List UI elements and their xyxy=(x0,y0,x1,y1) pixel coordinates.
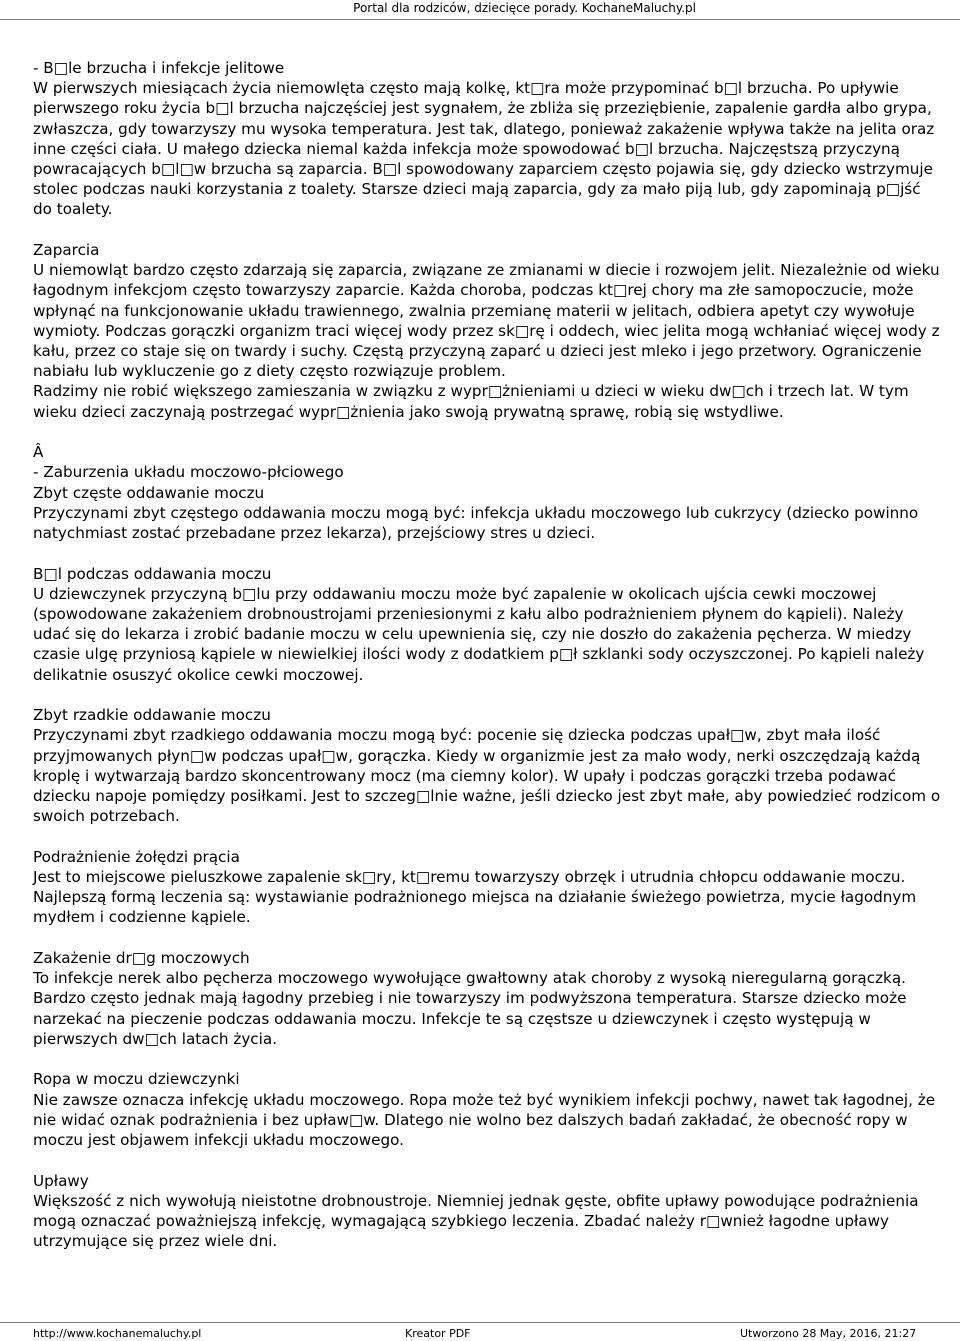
subsection-heading: Zbyt rzadkie oddawanie moczu xyxy=(33,706,271,725)
section-bole-brzucha xyxy=(33,58,943,220)
header-title: Portal dla rodziców, dziecięce porady. KochaneMaluchy.pl xyxy=(353,1,696,15)
paragraph: Nie zawsze oznacza infekcję układu moczowego. Ropa może też być wynikiem infekcji pochwy, nawet tak łagodnej, że nie widać oznak podrażnienia i bez upław□w. Dlatego nie wolno bez dalszych badań zakładać, że obecność ropy w moczu jest objawem infekcji układu moczowego. xyxy=(33,1090,940,1150)
paragraph: Przyczynami zbyt rzadkiego oddawania moczu mogą być: pocenie się dziecka podczas upał□w, zbyt mała ilość przyjmowanych płyn□w podczas upał□w, gorączka. Kiedy w organizmie jest za mało wody, nerki oszczędzają każdą kroplę i wytwarzają bardzo skoncentrowany mocz (ma ciemny kolor). W upały i podczas gorączki trzeba podawać dziecku napoje pomiędzy posiłkami. Jest to szczeg□lnie ważne, jeśli dziecko jest zbyt małe, aby powiedzieć rodzicom o swoich potrzebach. xyxy=(33,726,946,826)
footer-divider xyxy=(0,1322,960,1323)
article-body xyxy=(33,58,946,1251)
section-podraznienie xyxy=(33,847,943,928)
section-ropa xyxy=(33,1069,943,1150)
paragraph: Większość z nich wywołują nieistotne drobnoustroje. Niemniej jednak gęste, obfite upławy powodujące podrażnienia mogą oznaczać poważniejszą infekcję, wymagającą szybkiego leczenia. Zbadać należy r□wnież łagodne upławy utrzymujące się przez wiele dni. xyxy=(33,1191,924,1251)
paragraph: Radzimy nie robić większego zamieszania w związku z wypr□żnieniami u dzieci w wieku dw□ch i trzech lat. W tym wieku dzieci zaczynają postrzegać wypr□żnienia jako swoją prywatną sprawę, robią się wstydliwe. xyxy=(33,382,914,421)
spacer xyxy=(33,685,943,705)
paragraph: U niemowląt bardzo często zdarzają się zaparcia, związane ze zmianami w diecie i rozwojem jelit. Niezależnie od wieku łagodnym infekcjom często towarzyszy zaparcie. Każda choroba, podczas kt□rej chory ma złe samopoczucie, może wpłynąć na funkcjonowanie układu trawiennego, zwalnia przemianę materii w jelitach, odbiera apetyt czy wywołuje wymioty. Podczas gorączki organizm traci więcej wody przez sk□rę i oddech, wiec jelita mogą wchłaniać więcej wody z kału, przez co staje się on twardy i suchy. Częstą przyczyną zaparć u dzieci jest mleko i jego przetwory. Ograniczenie nabiału lub wykluczenie go z diety często rozwiązuje problem. xyxy=(33,261,945,381)
footer-created-date: Utworzono 28 May, 2016, 21:27 xyxy=(740,1327,917,1340)
subsection-heading: Zakażenie dr□g moczowych xyxy=(33,949,250,968)
section-heading: - B□le brzucha i infekcje jelitowe xyxy=(33,59,285,77)
section-heading: - Zaburzenia układu moczowo-płciowego xyxy=(33,463,344,482)
subsection-heading: Upławy xyxy=(33,1171,89,1190)
section-rzadkie-oddawanie xyxy=(33,705,946,826)
spacer xyxy=(33,1150,943,1170)
spacer xyxy=(33,422,943,442)
subsection-heading: Zbyt częste oddawanie moczu xyxy=(33,483,265,502)
paragraph: U dziewczynek przyczyną b□lu przy oddawaniu moczu może być zapalenie w okolicach ujścia cewki moczowej (spowodowane zakażeniem drobnoustrojami przeniesionymi z kału albo podrażnieniem płynem do kąpieli). Należy udać się do lekarza i zrobić badanie moczu w celu upewnienia się, czy nie doszło do zakażenia pęcherza. W miedzy czasie ulgę przyniosą kąpiele w niewielkiej ilości wody z dodatkiem p□ł szklanki sody oczyszczonej. Po kąpieli należy delikatnie osuszyć okolice cewki moczowej. xyxy=(33,584,930,684)
paragraph: Przyczynami zbyt częstego oddawania moczu mogą być: infekcja układu moczowego lub cukrzycy (dziecko powinno natychmiast zostać przebadane przez lekarza), przejściowy stres u dzieci. xyxy=(33,503,924,543)
spacer xyxy=(33,1049,943,1069)
section-zaburzenia xyxy=(33,442,943,543)
paragraph: To infekcje nerek albo pęcherza moczowego wywołujące gwałtowny atak choroby z wysoką nieregularną gorączką. Bardzo często jednak mają łagodny przebieg i nie towarzyszy im podwyższona temperatura. Starsze dziecko może narzekać na pieczenie podczas oddawania moczu. Infekcje te są częstsze u dziewczynek i często występują w pierwszych dw□ch latach życia. xyxy=(33,969,912,1048)
section-zakazenie xyxy=(33,948,943,1049)
spacer xyxy=(33,220,943,240)
paragraph: Jest to miejscowe pieluszkowe zapalenie sk□ry, kt□remu towarzyszy obrzęk i utrudnia chłopcu oddawanie moczu. Najlepszą formą leczenia są: wystawianie podrażnionego miejsca na działanie świeżego powietrza, mycie łagodnym mydłem i codzienne kąpiele. xyxy=(33,868,922,927)
subsection-heading: Ropa w moczu dziewczynki xyxy=(33,1070,240,1089)
header-divider xyxy=(0,19,960,20)
spacer xyxy=(33,826,943,846)
page-footer xyxy=(0,1322,960,1341)
section-uplawy xyxy=(33,1171,943,1252)
section-heading: Zaparcia xyxy=(33,241,100,260)
page-header xyxy=(0,0,960,19)
stray-character: Â xyxy=(33,443,44,462)
footer-creator: Kreator PDF xyxy=(405,1327,471,1340)
subsection-heading: B□l podczas oddawania moczu xyxy=(33,564,272,583)
section-zaparcia xyxy=(33,240,943,422)
spacer xyxy=(33,543,943,563)
footer-url: http://www.kochanemaluchy.pl xyxy=(33,1327,202,1340)
section-bol-oddawania xyxy=(33,564,943,685)
subsection-heading: Podrażnienie żołędzi prącia xyxy=(33,847,240,866)
paragraph: W pierwszych miesiącach życia niemowlęta często mają kolkę, kt□ra może przypominać b□l brzucha. Po upływie pierwszego roku życia b□l brzucha najczęściej jest sygnałem, że zbliża się przeziębienie, zapalenie gardła albo grypa, zwłaszcza, gdy towarzyszy mu wysoka temperatura. Jest tak, dlatego, ponieważ zakażenie wpływa także na jelita oraz inne części ciała. U małego dziecka niemal każda infekcja może spowodować b□l brzucha. Najczęstszą przyczyną powracających b□l□w brzucha są zaparcia. B□l spowodowany zaparciem często pojawia się, gdy dziecko wstrzymuje stolec podczas nauki korzystania z toalety. Starsze dzieci mają zaparcia, gdy za mało piją lub, gdy zapominają p□jść do toalety. xyxy=(33,79,940,219)
spacer xyxy=(33,928,943,948)
